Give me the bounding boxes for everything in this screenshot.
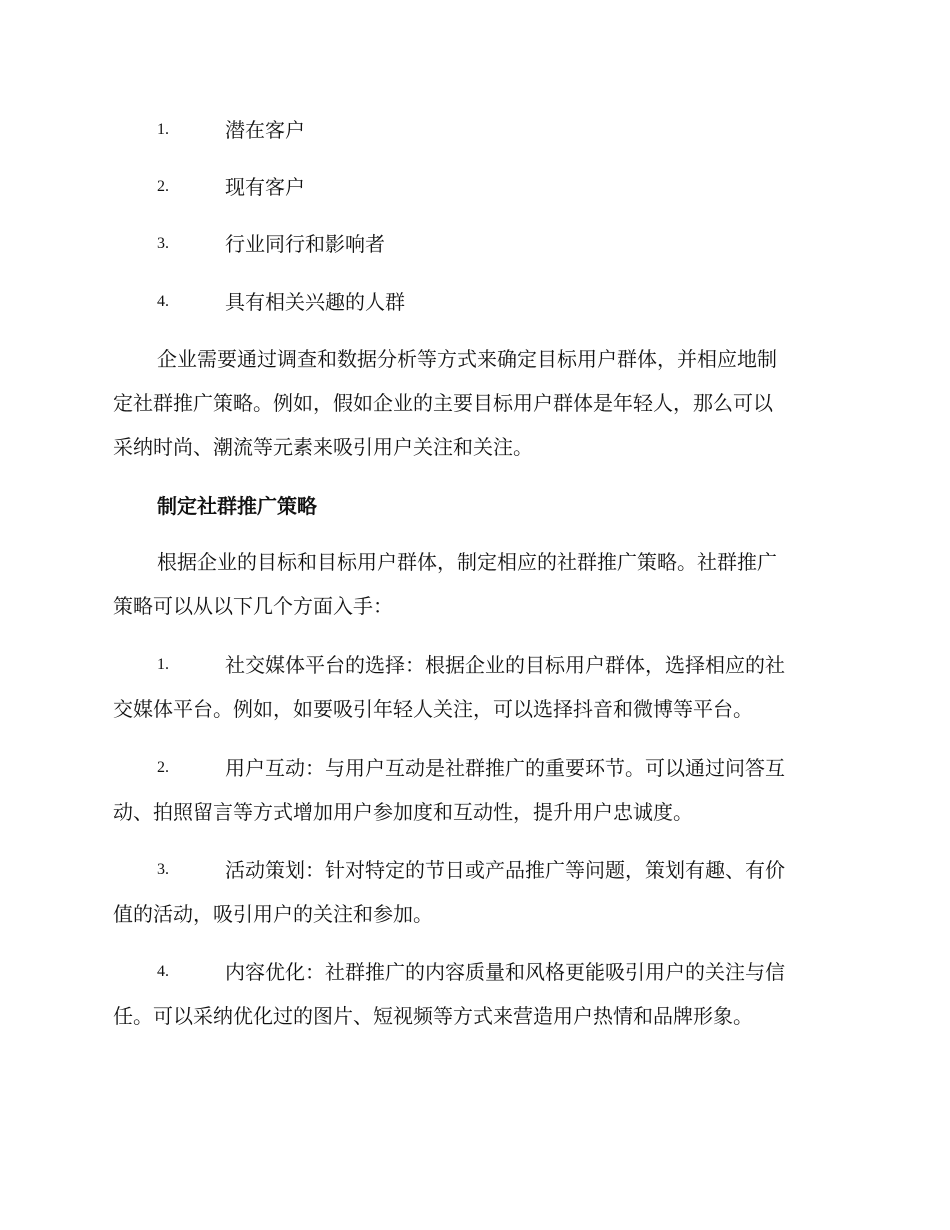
list-number: 1. bbox=[157, 656, 169, 673]
list-item-text: 交媒体平台。例如，如要吸引年轻人关注，可以选择抖音和微博等平台。 bbox=[113, 697, 753, 721]
list-item-first-line bbox=[113, 746, 843, 790]
audience-list-item bbox=[157, 115, 837, 145]
list-item-first-line bbox=[113, 848, 843, 892]
list-item-text: 内容优化：社群推广的内容质量和风格更能吸引用户的关注与信 bbox=[225, 960, 785, 984]
section-heading: 制定社群推广策略 bbox=[157, 494, 317, 518]
list-item-text: 行业同行和影响者 bbox=[225, 232, 385, 256]
audience-list-item bbox=[157, 229, 837, 259]
list-number: 3. bbox=[157, 235, 169, 252]
paragraph-line: 企业需要通过调查和数据分析等方式来确定目标用户群体，并相应地制 bbox=[157, 347, 777, 371]
list-item-first-line bbox=[113, 950, 843, 994]
list-item-text: 活动策划：针对特定的节日或产品推广等问题，策划有趣、有价 bbox=[225, 858, 785, 882]
list-number: 4. bbox=[157, 963, 169, 980]
paragraph-line: 采纳时尚、潮流等元素来吸引用户关注和关注。 bbox=[113, 435, 533, 459]
paragraph-line: 根据企业的目标和目标用户群体，制定相应的社群推广策略。社群推广 bbox=[157, 550, 777, 574]
list-number: 4. bbox=[157, 293, 169, 310]
list-item-text: 潜在客户 bbox=[225, 118, 305, 142]
list-item-text: 社交媒体平台的选择：根据企业的目标用户群体，选择相应的社 bbox=[225, 653, 785, 677]
list-item-text: 动、拍照留言等方式增加用户参加度和互动性，提升用户忠诚度。 bbox=[113, 800, 693, 824]
strategy-list-item bbox=[113, 746, 843, 834]
list-number: 2. bbox=[157, 759, 169, 776]
list-item-text: 用户互动：与用户互动是社群推广的重要环节。可以通过问答互 bbox=[225, 756, 785, 780]
paragraph-line: 定社群推广策略。例如，假如企业的主要目标用户群体是年轻人，那么可以 bbox=[113, 391, 773, 415]
strategy-list-item bbox=[113, 643, 843, 731]
list-item-text: 具有相关兴趣的人群 bbox=[225, 290, 405, 314]
list-item-text: 任。可以采纳优化过的图片、短视频等方式来营造用户热情和品牌形象。 bbox=[113, 1004, 753, 1028]
list-number: 2. bbox=[157, 178, 169, 195]
list-item-text: 值的活动，吸引用户的关注和参加。 bbox=[113, 902, 433, 926]
paragraph-line: 策略可以从以下几个方面入手： bbox=[113, 594, 393, 618]
audience-list-item bbox=[157, 287, 837, 317]
body-paragraph bbox=[113, 540, 843, 628]
strategy-list-item bbox=[113, 950, 843, 1038]
list-number: 3. bbox=[157, 861, 169, 878]
list-item-text: 现有客户 bbox=[225, 175, 305, 199]
strategy-list-item bbox=[113, 848, 843, 936]
body-paragraph bbox=[113, 337, 843, 469]
list-number: 1. bbox=[157, 121, 169, 138]
audience-list-item bbox=[157, 172, 837, 202]
list-item-first-line bbox=[113, 643, 843, 687]
